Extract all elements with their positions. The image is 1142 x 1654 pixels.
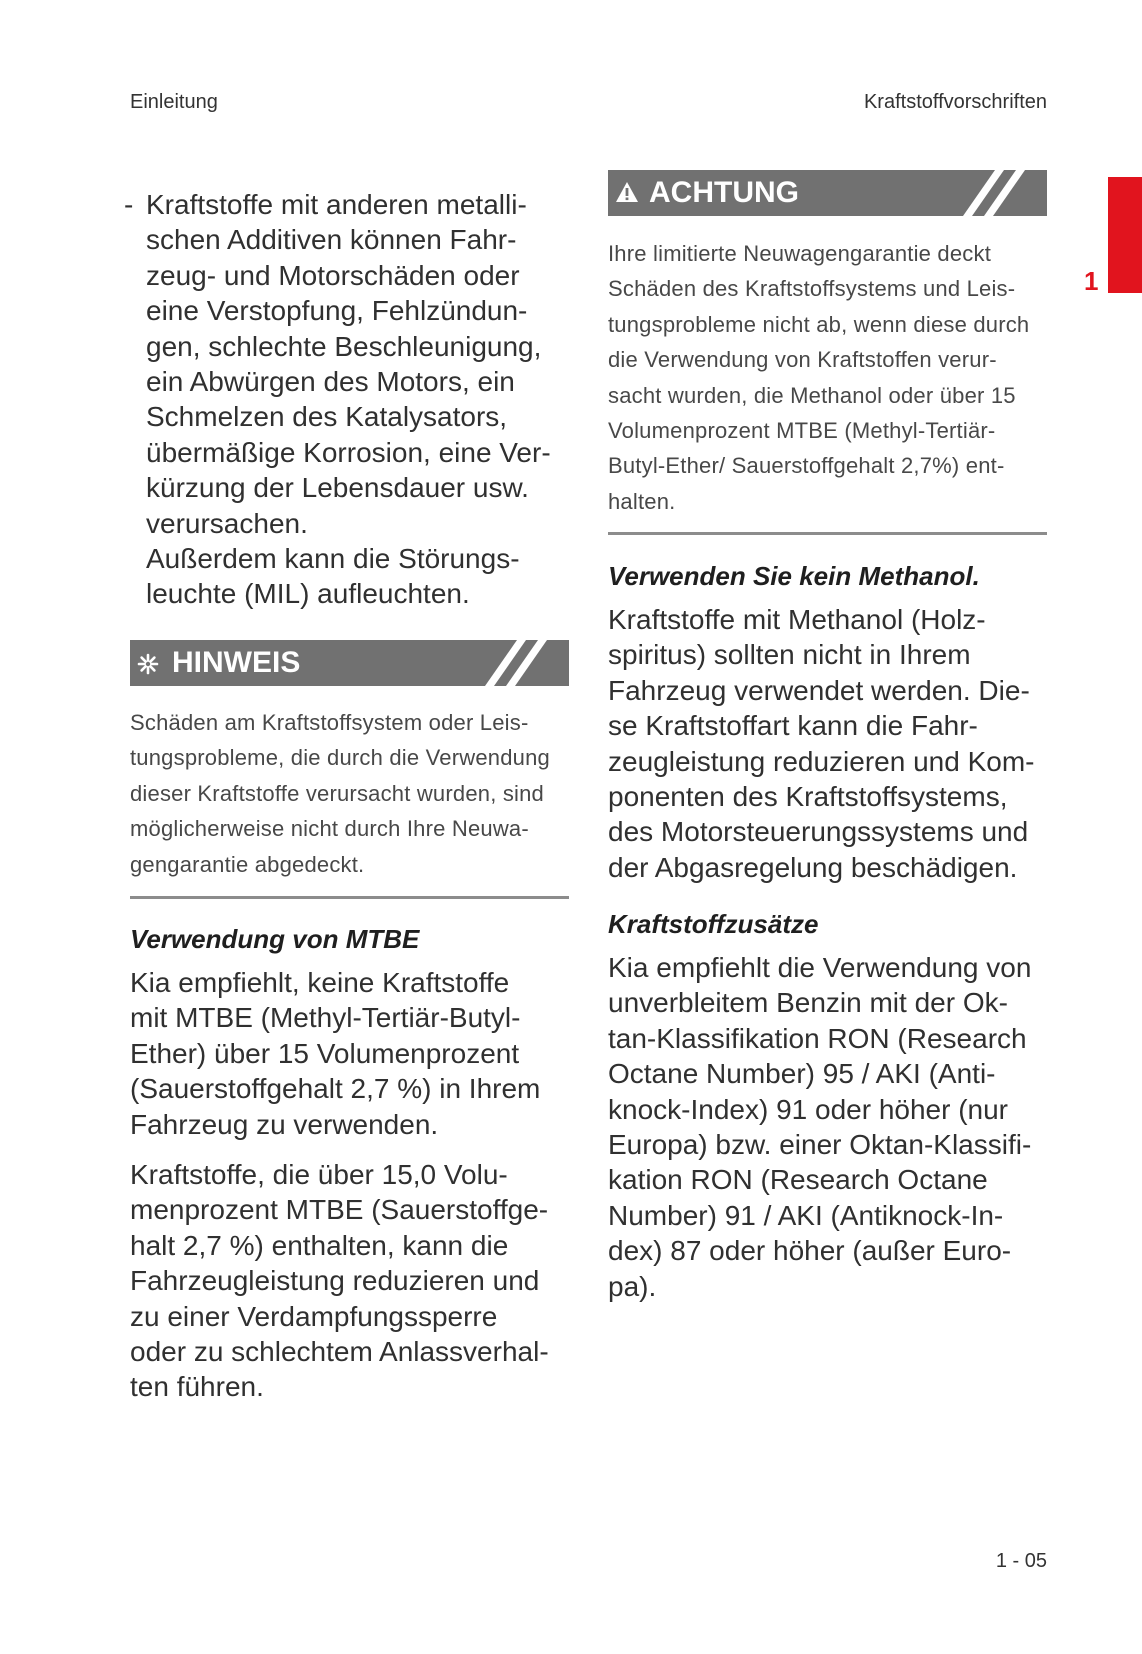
achtung-line: sacht wurden, die Methanol oder über 15 [608,382,1016,408]
mtbe-line: Kraftstoffe, die über 15,0 Volu- [130,1159,508,1190]
achtung-banner [608,170,1047,216]
bullet-line: eine Verstopfung, Fehlzündun- [146,295,528,327]
additives-line: Octane Number) 95 / AKI (Anti- [608,1058,996,1090]
additives-heading: Kraftstoffzusätze [608,909,819,939]
achtung-divider [608,532,1047,535]
hinweis-line: tungsprobleme, die durch die Verwendung [130,745,550,771]
bullet-line: ein Abwürgen des Motors, ein [146,366,515,398]
achtung-line: die Verwendung von Kraftstoffen verur- [608,347,997,373]
mtbe-paragraph-2 [130,1157,549,1405]
mtbe-line: Ether) über 15 Volumenprozent [130,1037,520,1069]
bullet-line: übermäßige Korrosion, eine Ver- [146,436,551,468]
achtung-title: ACHTUNG [649,176,799,209]
methanol-paragraph [608,602,1034,885]
chapter-title: Kraftstoffvorschriften [863,91,1047,113]
mtbe-line: halt 2,7 %) enthalten, kann die [130,1229,509,1261]
achtung-line: tungsprobleme nicht ab, wenn diese durch [608,311,1030,337]
methanol-heading: Verwenden Sie kein Methanol. [608,561,980,591]
additives-line: unverbleitem Benzin mit der Ok- [608,987,1008,1019]
hinweis-line: dieser Kraftstoffe verursacht wurden, sind [130,780,544,806]
additives-line: dex) 87 oder höher (außer Euro- [608,1235,1012,1267]
bullet-line: zeug- und Motorschäden oder [146,259,520,291]
additives-line: Number) 91 / AKI (Antiknock-In- [608,1199,1004,1231]
additives-paragraph [608,950,1031,1304]
methanol-line: der Abgasregelung beschädigen. [608,851,1018,883]
mtbe-line: oder zu schlechtem Anlassverhal- [130,1336,549,1368]
chapter-tab[interactable] [1108,177,1142,293]
bullet-line: verursachen. [146,507,308,539]
asterisk-icon [137,653,159,675]
methanol-line: Kraftstoffe mit Methanol (Holz- [608,604,986,635]
bullet-line: Kraftstoffe mit anderen metalli- [146,189,527,220]
additives-line: knock-Index) 91 oder höher (nur [608,1093,1008,1125]
hinweis-line: Schäden am Kraftstoffsystem oder Leis- [130,710,529,735]
additives-line: pa). [608,1270,657,1302]
additives-line: kation RON (Research Octane [608,1164,988,1196]
mtbe-line: zu einer Verdampfungssperre [130,1300,498,1332]
bullet-marker: - [124,189,134,220]
methanol-line: Fahrzeug verwendet werden. Die- [608,674,1030,706]
mtbe-line: menprozent MTBE (Sauerstoffge- [130,1194,549,1226]
additives-line: Europa) bzw. einer Oktan-Klassifi- [608,1129,1032,1161]
mtbe-line: (Sauerstoffgehalt 2,7 %) in Ihrem [130,1073,541,1105]
mtbe-heading: Verwendung von MTBE [130,924,420,954]
bullet-line: kürzung der Lebensdauer usw. [146,472,529,504]
mtbe-line: Fahrzeug zu verwenden. [130,1108,439,1140]
chapter-number: 1 [1084,266,1099,296]
achtung-text [608,236,1029,519]
methanol-line: zeugleistung reduzieren und Kom- [608,745,1035,777]
bullet-line: schen Additiven können Fahr- [146,224,517,256]
additives-line: Kia empfiehlt die Verwendung von [608,952,1032,983]
methanol-line: spiritus) sollten nicht in Ihrem [608,639,971,671]
hinweis-text [130,705,550,882]
achtung-line: halten. [608,488,676,514]
hinweis-line: möglicherweise nicht durch Ihre Neuwa- [130,816,529,842]
section-title: Einleitung [130,91,218,113]
achtung-line: Butyl-Ether/ Sauerstoffgehalt 2,7%) ent- [608,453,1005,479]
hinweis-title: HINWEIS [172,646,301,679]
methanol-line: ponenten des Kraftstoffsystems, [608,781,1008,813]
bullet-line: gen, schlechte Beschleunigung, [146,330,542,362]
bullet-line: Außerdem kann die Störungs- [146,543,520,575]
hinweis-line: gengarantie abgedeckt. [130,851,365,877]
warning-icon [615,181,639,203]
bullet-line: leuchte (MIL) aufleuchten. [146,578,470,610]
achtung-line: Ihre limitierte Neuwagengarantie deckt [608,241,992,266]
mtbe-line: Kia empfiehlt, keine Kraftstoffe [130,967,510,998]
achtung-line: Schäden des Kraftstoffsystems und Leis- [608,276,1016,302]
methanol-line: se Kraftstoffart kann die Fahr- [608,710,978,742]
hinweis-divider [130,896,569,899]
additives-line: tan-Klassifikation RON (Research [608,1022,1027,1054]
mtbe-paragraph-1 [130,965,540,1142]
hinweis-banner [130,640,569,686]
page-number: 1 - 05 [995,1550,1047,1572]
bullet-line: Schmelzen des Katalysators, [146,401,508,433]
achtung-line: Volumenprozent MTBE (Methyl-Tertiär- [608,418,996,444]
bullet-paragraph [146,187,551,612]
mtbe-line: ten führen. [130,1371,264,1403]
mtbe-line: mit MTBE (Methyl-Tertiär-Butyl- [130,1002,521,1034]
mtbe-line: Fahrzeugleistung reduzieren und [130,1265,540,1297]
methanol-line: des Motorsteuerungssystems und [608,816,1029,848]
